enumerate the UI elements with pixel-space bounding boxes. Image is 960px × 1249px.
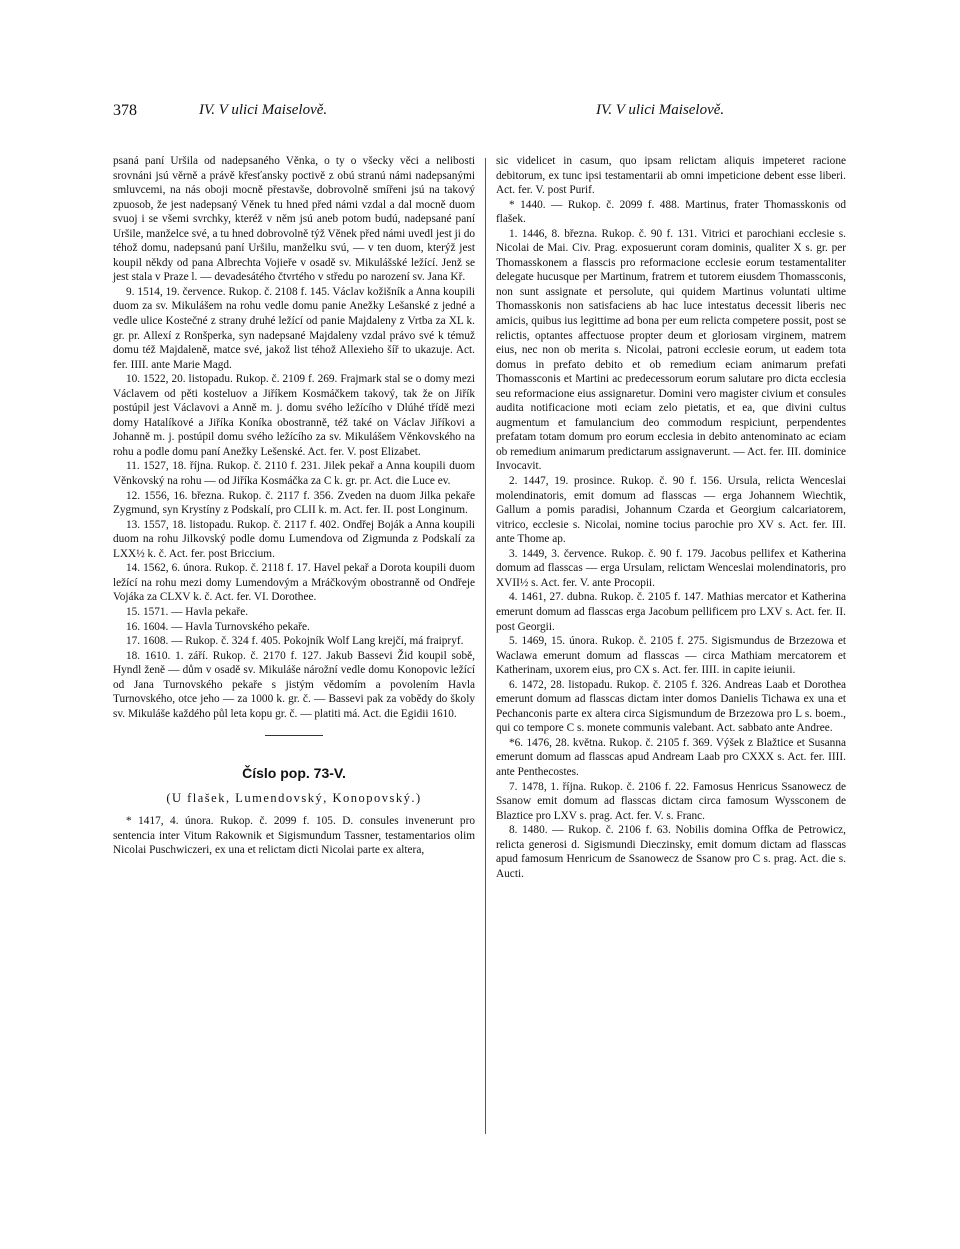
running-head-right: IV. V ulici Maiselově. bbox=[596, 102, 725, 118]
entry-7: 7. 1478, 1. října. Rukop. č. 2106 f. 22. Famosus Henricus Ssanowecz de Ssanow emit domum ad flasscas dictam circa famosum Wyssconem de Blaztice pro LXV s. prag. Act. fer. V. s. Franc. bbox=[496, 780, 846, 822]
entry-4: 4. 1461, 27. dubna. Rukop. č. 2105 f. 147. Mathias mercator et Katherina emerunt domum ad flasscas erga Jacobum pellificem pro LXV s. Act. fer. II. post Georgii. bbox=[496, 591, 846, 633]
entry-1417: * 1417, 4. února. Rukop. č. 2099 f. 105. D. consules invenerunt pro sentencia inter Vitum Rakownik et Sigismundum Tassner, testamentarios olim Nicolai Puschwiczeri, ex una et relictam dicti Nicolai parte ex altera, bbox=[113, 815, 475, 857]
left-column bbox=[113, 154, 475, 858]
running-head-left: IV. V ulici Maiselově. bbox=[199, 102, 328, 118]
section-separator bbox=[265, 735, 323, 736]
entry-1: 1. 1446, 8. března. Rukop. č. 90 f. 131. Vitrici et parochiani ecclesie s. Nicolai de Mai. Civ. Prag. exposuerunt coram dominis, qualiter X s. gr. per Thomasskonem a flasscis pro reformacione ecclesie eorum testamentaliter delegate hucusque per Martinum, fratrem et tutorem eiusdem Thomassconis, non sunt assignate et persolute, qui quidem Martinus voluntati ultime Thomasskonis non satisfaciens ab hac luce intestatus decessit liberis nec amicis, quibus ius legittime ad bona per eum relicta competere possit, post se relictis, optantes affectuose propter deum et gloriosam virginem, matrem eius, nec non ob merita s. Nicolai, patroni ecclesie eorum, ut eadem tota domus in prefato debito et ob remedium eciam animarum prefati Thomassconis et Martini ac predecessorum eorum salutare pro dicta ecclesia seu reformacione eius assignaretur. Domini vero magister civium et consules audita notificacione moti eciam zelo pietatis, et ea, que divini cultus augmentum et famulancium deo commodum respiciunt, perpendentes prefatam totam domum pro eorum ecclesia in debito antenominato ac eciam ob remedium animarum predictarum assignaverunt. — Act. fer. III. dominice Invocavit. bbox=[496, 227, 846, 473]
paragraph: psaná paní Uršila od nadepsaného Věnka, o ty o všecky věci a nelibosti srovnáni jsú věrně a právě křesťansky poctivě z obú stranú námi nadepsanými smluvcemi, na nás oboji mocně přestavše, dobrovolně smířeni jsú na takový zpuosob, že jest nadepsaný Věnek tu hned před námi vzdal a dal mocně duom svuoj i se všemi svrchky, kteréž v něm jsú aneb potom budú, nadepsané paní Uršile, manželce své, a tu hned dobrovolně týž Věnek před námi uvedl jest ji do téhož domu, nadepsanú paní Uršilu, manželku svú, — v ten duom, kterýž jest koupil někdy od pana Albrechta Vojieře v osadě sv. Mikulášské ležící. Jenž se jest stala v Praze l. — devadesátého čtvrtého v středu po narození sv. Jana Kř. bbox=[113, 155, 475, 284]
page-header bbox=[113, 102, 843, 126]
entry-1440: * 1440. — Rukop. č. 2099 f. 488. Martinus, frater Thomasskonis od flašek. bbox=[496, 198, 846, 226]
page-number: 378 bbox=[113, 102, 137, 119]
entry-15: 15. 1571. — Havla pekaře. bbox=[126, 605, 249, 618]
column-rule bbox=[485, 158, 486, 1134]
entry-6: 6. 1472, 28. listopadu. Rukop. č. 2105 f. 326. Andreas Laab et Dorothea emerunt domum ad flasscas dictam inter domos Danielis Tichawa ex una et Pechanconis parte ex altera circa Sigismundum de Brzezowa pro L s. boem., qui co tempore C s. monete communis valebant. Act. sabbato ante Andree. bbox=[496, 678, 846, 735]
entry-12: 12. 1556, 16. března. Rukop. č. 2117 f. 356. Zveden na duom Jilka pekaře Zygmund, syn Krystíny z Podskalí, pro CLII k. m. Act. fer. II. post Longinum. bbox=[113, 489, 475, 517]
entry-9: 9. 1514, 19. července. Rukop. č. 2108 f. 145. Václav kožišník a Anna koupili duom za sv. Mikulášem na rohu vedle domu panie Anežky Lešanské z jedné a vedle ulice Kostečné z strany druhé ležící od panie Majdaleny z Vrtba za XL k. gr. pr. Allexí z Ronšperka, syn nadepsané Majdaleny vzdal právo své k témuž domu též Majdaleně, matce své, jakož list téhož Allexieho šíř to ukazuje. Act. fer. IIII. ante Marie Magd. bbox=[113, 285, 475, 371]
entry-5: 5. 1469, 15. února. Rukop. č. 2105 f. 275. Sigismundus de Brzezowa et Waclawa emerunt domum ad flasscas — circa Mathiam mercatorem et Katherinam, uxorem eius, pro CX s. Act. fer. IIII. in capite ieiunii. bbox=[496, 635, 846, 677]
entry-16: 16. 1604. — Havla Turnovského pekaře. bbox=[126, 620, 310, 633]
section-title: Číslo pop. 73-V. bbox=[242, 765, 346, 782]
right-column bbox=[496, 154, 846, 881]
entry-14: 14. 1562, 6. února. Rukop. č. 2118 f. 17. Havel pekař a Dorota koupili duom ležící na rohu mezi domy Lumendovým a Mráčkovým obostranně od Ondřeje Vojáka za CLXV k. č. Act. fer. VI. Dorothee. bbox=[113, 562, 475, 604]
entry-13: 13. 1557, 18. listopadu. Rukop. č. 2117 f. 402. Ondřej Boják a Anna koupili duom na rohu Jilkovský podle domu Lumendova od Zigmunda z Podskalí za LXX½ k. č. Act. fer. post Briccium. bbox=[113, 518, 475, 560]
entry-2: 2. 1447, 19. prosince. Rukop. č. 90 f. 156. Ursula, relicta Wenceslai molendinatoris, emit domum ad flasscas — erga Johannem Wiechtik, Gallum a pomis paradisi, Johannum Czarda et Georgium calcariatorem, vitrico, ecclesie s. Nicolai, nomine tocius parochie pro XV s. Act. fer. III. ante Thome ap. bbox=[496, 475, 846, 546]
entry-10: 10. 1522, 20. listopadu. Rukop. č. 2109 f. 269. Frajmark stal se o domy mezi Václavem od pěti kosteluov a Jiříkem Kosmáčkem takový, tak že on Jiřík postúpil jest Václavovi a Anně m. j. domu svého ležícího v Dlúhé třídě mezi domy Hatalíkové a Jiříka Koníka obostranně, též také on Václav Jiříkovi a Johanně m. j. postúpil domu svého ležícího za sv. Mikulášem Věnkovského na rohu a podle domu paní Anežky Lešenské. Act. fer. V. post Elizabet. bbox=[113, 373, 475, 458]
entry-11: 11. 1527, 18. října. Rukop. č. 2110 f. 231. Jilek pekař a Anna koupili duom Věnkovský na rohu — od Jiříka Kosmáčka za C k. gr. pr. Act. die Luce ev. bbox=[113, 460, 475, 488]
entry-18: 18. 1610. 1. září. Rukop. č. 2170 f. 127. Jakub Bassevi Žid koupil sobě, Hyndl ženě — dům v osadě sv. Mikuláše nárožní vedle domu Konopovic ležící od Jana Turnovského pekaře s jistým vědomím a povolením Havla Turnovského, otce jeho — za 1000 k. gr. č. — Bassevi pak za vobědy do školy sv. Mikuláše každého půl leta kopu gr. č. — platiti má. Act. die Egidii 1610. bbox=[113, 649, 475, 720]
entry-8: 8. 1480. — Rukop. č. 2106 f. 63. Nobilis domina Offka de Petrowicz, relicta generosi d. Sigismundi Dieczinsky, emit domum dictam ad flasscas apud famosum Henricum de Ssanowecz de Ssanow pro C s. prag. Act. die s. Aucti. bbox=[496, 824, 846, 880]
entry-6a: *6. 1476, 28. května. Rukop. č. 2105 f. 369. Výšek z Blažtice et Susanna emerunt domum ad flasscas apud Andream Laab pro CXXX s. Act. fer. IIII. ante Penthecostes. bbox=[496, 736, 846, 778]
paragraph: sic videlicet in casum, quo ipsam relictam aliquis impeteret racione debitorum, ex tunc ipsi testamentarii ab omni impeticione debent esse liberi. Act. fer. V. post Purif. bbox=[496, 155, 846, 197]
entry-3: 3. 1449, 3. července. Rukop. č. 90 f. 179. Jacobus pellifex et Katherina domum ad flasscas — erga Ursulam, relictam Wenceslai molendinatoris, pro XVII½ s. Act. fer. V. ante Procopii. bbox=[496, 547, 846, 589]
section-subtitle: (U flašek, Lumendovský, Konopovský.) bbox=[166, 791, 422, 806]
entry-17: 17. 1608. — Rukop. č. 324 f. 405. Pokojník Wolf Lang krejčí, má fraipryf. bbox=[126, 635, 464, 648]
